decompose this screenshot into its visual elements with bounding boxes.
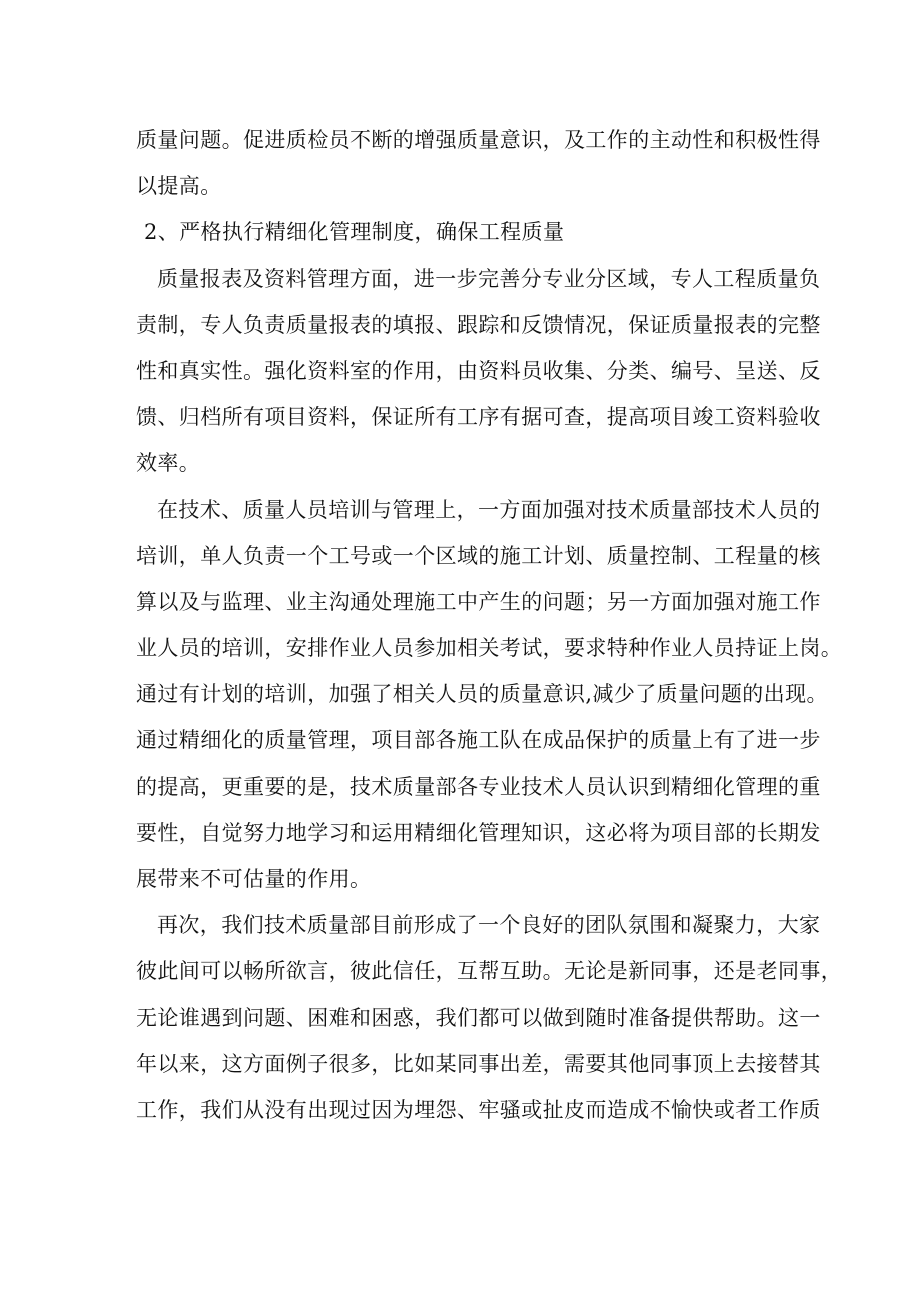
text-line: 的提高，更重要的是，技术质量部各专业技术人员认识到精细化管理的重 [136, 774, 821, 799]
section-heading [136, 209, 796, 255]
paragraph-report-management [136, 256, 821, 487]
text-line: 再次，我们技术质量部目前形成了一个良好的团队氛围和凝聚力，大家 [157, 913, 821, 938]
text-line: 彼此间可以畅所欲言，彼此信任，互帮互助。无论是新同事，还是老同事， [136, 959, 843, 984]
text-line: 年以来，这方面例子很多，比如某同事出差，需要其他同事顶上去接替其 [136, 1051, 821, 1076]
text-line: 无论谁遇到问题、困难和困惑，我们都可以做到随时准备提供帮助。这一 [136, 1005, 821, 1030]
text-line: 通过有计划的培训，加强了相关人员的质量意识,减少了质量问题的出现。 [136, 682, 828, 707]
text-line: 培训，单人负责一个工号或一个区域的施工计划、质量控制、工程量的核 [136, 543, 821, 568]
text-line: 以提高。 [136, 174, 222, 199]
document-page [136, 117, 843, 1133]
text-line: 算以及与监理、业主沟通处理施工中产生的问题；另一方面加强对施工作 [136, 589, 821, 614]
text-line: 馈、归档所有项目资料，保证所有工序有据可查，提高项目竣工资料验收 [136, 405, 821, 430]
paragraph-continuation [136, 117, 821, 209]
text-line: 责制，专人负责质量报表的填报、跟踪和反馈情况，保证质量报表的完整 [136, 312, 821, 337]
text-line: 质量问题。促进质检员不断的增强质量意识，及工作的主动性和积极性得 [136, 128, 821, 152]
paragraph-training [136, 487, 843, 903]
text-line: 工作，我们从没有出现过因为埋怨、牢骚或扯皮而造成不愉快或者工作质 [136, 1097, 821, 1122]
text-line: 业人员的培训，安排作业人员参加相关考试，要求特种作业人员持证上岗。 [136, 636, 843, 661]
text-line: 在技术、质量人员培训与管理上，一方面加强对技术质量部技术人员的 [157, 497, 821, 522]
paragraph-team [136, 902, 843, 1133]
text-line: 质量报表及资料管理方面，进一步完善分专业分区域，专人工程质量负 [157, 266, 821, 291]
heading-line: 2、严格执行精细化管理制度，确保工程质量 [144, 220, 565, 245]
text-line: 展带来不可估量的作用。 [136, 867, 372, 891]
text-line: 性和真实性。强化资料室的作用，由资料员收集、分类、编号、呈送、反 [136, 358, 821, 383]
text-line: 通过精细化的质量管理，项目部各施工队在成品保护的质量上有了进一步 [136, 728, 821, 753]
text-line: 效率。 [136, 451, 201, 476]
text-line: 要性，自觉努力地学习和运用精细化管理知识，这必将为项目部的长期发 [136, 820, 821, 845]
